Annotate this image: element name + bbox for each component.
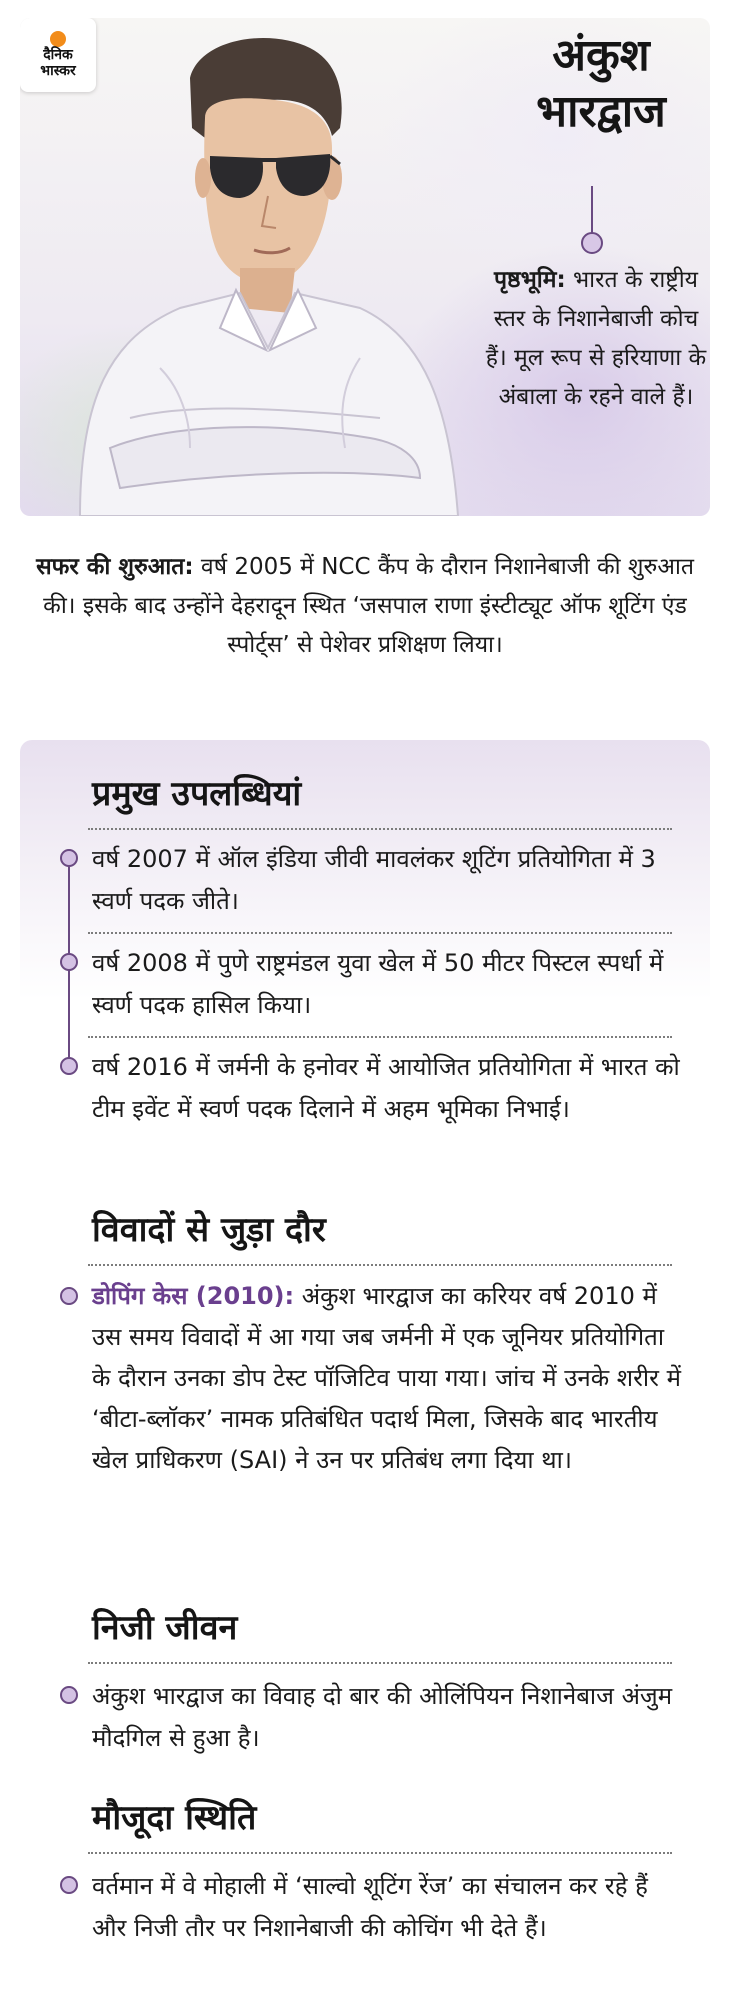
bullet-dot (60, 1057, 78, 1075)
achievement-item: वर्ष 2007 में ऑल इंडिया जीवी मावलंकर शूटिंग प्रतियोगिता में 3 स्वर्ण पदक जीते। (92, 845, 656, 915)
personal-text: अंकुश भारद्वाज का विवाह दो बार की ओलिंपियन निशानेबाज अंजुम मौदगिल से हुआ है। (92, 1682, 673, 1752)
achievement-item: वर्ष 2016 में जर्मनी के हनोवर में आयोजित प्रतियोगिता में भारत को टीम इवेंट में स्वर्ण पदक दिलाने में अहम भूमिका निभाई। (92, 1053, 680, 1123)
doping-case-label: डोपिंग केस (2010): (92, 1282, 295, 1310)
hero-connector-line (591, 186, 593, 236)
journey-label: सफर की शुरुआत: (36, 554, 194, 580)
brand-line-1: दैनिक (43, 47, 73, 63)
bullet-dot (60, 1876, 78, 1894)
person-name (498, 28, 704, 140)
name-line-1: अंकुश (552, 30, 650, 81)
divider (88, 1662, 672, 1664)
brand-line-2: भास्कर (40, 63, 76, 79)
background-label: पृष्ठभूमि: (493, 267, 566, 293)
controversy-title: विवादों से जुड़ा दौर (92, 1210, 326, 1250)
current-text: वर्तमान में वे मोहाली में ‘साल्वो शूटिंग रेंज’ का संचालन कर रहे हैं और निजी तौर पर निशानेबाजी की कोचिंग भी देते हैं। (92, 1872, 648, 1942)
achievements-title: प्रमुख उपलब्धियां (92, 774, 302, 814)
divider (88, 1852, 672, 1854)
divider (88, 1264, 672, 1266)
current-title: मौजूदा स्थिति (92, 1798, 257, 1838)
controversy-text: अंकुश भारद्वाज का करियर वर्ष 2010 में उस समय विवादों में आ गया जब जर्मनी में एक जूनियर प्रतियोगिता के दौरान उनका डोप टेस्ट पॉजिटिव पाया गया। जांच में उनके शरीर में ‘बीटा-ब्लॉकर’ नामक प्रतिबंधित पदार्थ मिला, जिसके बाद भारतीय खेल प्राधिकरण (SAI) ने उन पर प्रतिबंध लगा दिया था। (92, 1282, 681, 1474)
bullet-dot (60, 849, 78, 867)
bullet-dot (60, 1686, 78, 1704)
hero-card (20, 18, 710, 516)
journey-text: वर्ष 2005 में NCC कैंप के दौरान निशानेबाजी की शुरुआत की। इसके बाद उन्होंने देहरादून स्थित ‘जसपाल राणा इंस्टीट्यूट ऑफ शूटिंग एंड स्पोर्ट्स’ से पेशेवर प्रशिक्षण लिया। (43, 554, 694, 658)
bullet-dot (60, 953, 78, 971)
personal-title: निजी जीवन (92, 1608, 238, 1648)
divider (88, 932, 672, 934)
divider (88, 1036, 672, 1038)
portrait-illustration (40, 18, 460, 516)
achievement-item: वर्ष 2008 में पुणे राष्ट्रमंडल युवा खेल में 50 मीटर पिस्टल स्पर्धा में स्वर्ण पदक हासिल किया। (92, 949, 664, 1019)
bullet-dot (60, 1287, 78, 1305)
divider (88, 828, 672, 830)
name-line-2: भारद्वाज (536, 86, 666, 137)
hero-bullet-dot (581, 232, 603, 254)
controversy-paragraph (92, 1276, 682, 1481)
background-paragraph (482, 261, 710, 417)
background-text: भारत के राष्ट्रीय स्तर के निशानेबाजी कोच हैं। मूल रूप से हरियाणा के अंबाला के रहने वाले हैं। (485, 267, 707, 410)
journey-paragraph (36, 548, 694, 665)
